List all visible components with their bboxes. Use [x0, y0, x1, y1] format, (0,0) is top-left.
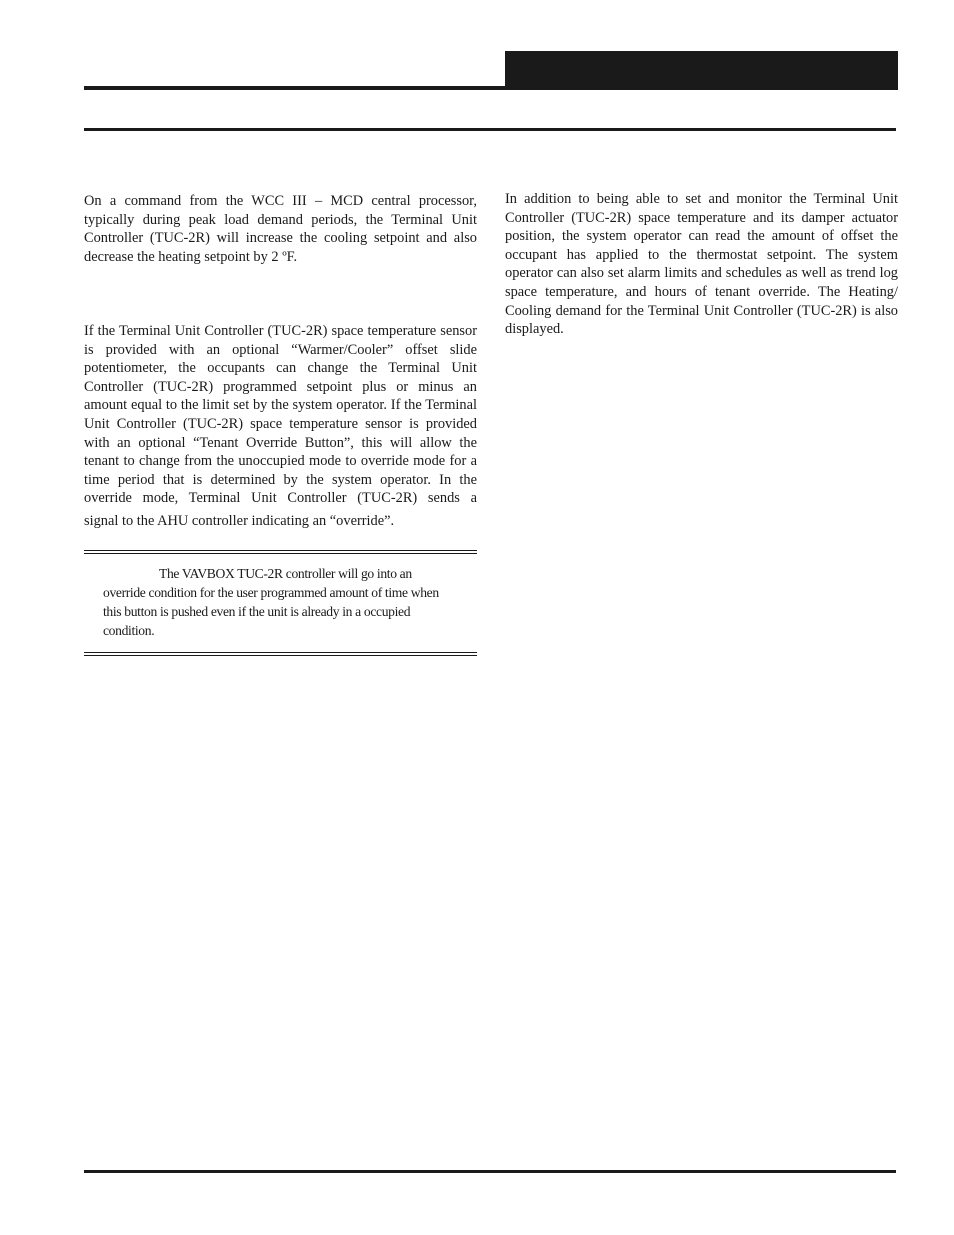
footer-rule — [84, 1170, 896, 1173]
demand-paragraph: On a command from the WCC III – MCD central processor, typically during peak load demand periods, the Terminal Unit Controller (TUC-2R) will increase the cooling setpoint and also decrease the heating setpoint by 2 ºF. — [84, 193, 477, 265]
note-top-rule — [84, 550, 477, 554]
monitor-paragraph: In addition to being able to set and monitor the Terminal Unit Controller (TUC-2R) space temperature and its damper actuator position, the system operator can read the amount of offset the occupant has applied to the thermostat setpoint. The system operator can also set alarm limits and schedules as well as trend log space temperature, and hours of tenant override. The Heating/ Cooling demand for the Terminal Unit Controller (TUC-2R) is also displayed. — [505, 191, 898, 338]
section-rule — [84, 128, 896, 131]
header-rule — [84, 86, 898, 90]
note-bottom-rule — [84, 652, 477, 656]
sensor-paragraph — [84, 322, 477, 531]
sensor-paragraph-last-line: signal to the AHU controller indicating an “override”. — [84, 512, 395, 529]
note-box — [84, 550, 477, 656]
note-text: The VAVBOX TUC-2R controller will go into an override condition for the user programmed amount of time when this button is pushed even if the unit is already in a occupied condition. — [103, 566, 439, 638]
sensor-paragraph-body: If the Terminal Unit Controller (TUC-2R) space temperature sensor is provided with an optional “Warmer/Cooler” offset slide potentiometer, the occupants can change the Terminal Unit Controller (TUC-2R) programmed setpoint plus or minus an amount equal to the limit set by the system operator. If the Terminal Unit Controller (TUC-2R) space temperature sensor is provided with an optional “Tenant Override Button”, this will allow the tenant to change from the unoccupied mode to override mode for a time period that is determined by the system operator. In the override mode, Terminal Unit Controller (TUC-2R) sends a — [84, 323, 477, 507]
header-tab — [505, 51, 898, 87]
